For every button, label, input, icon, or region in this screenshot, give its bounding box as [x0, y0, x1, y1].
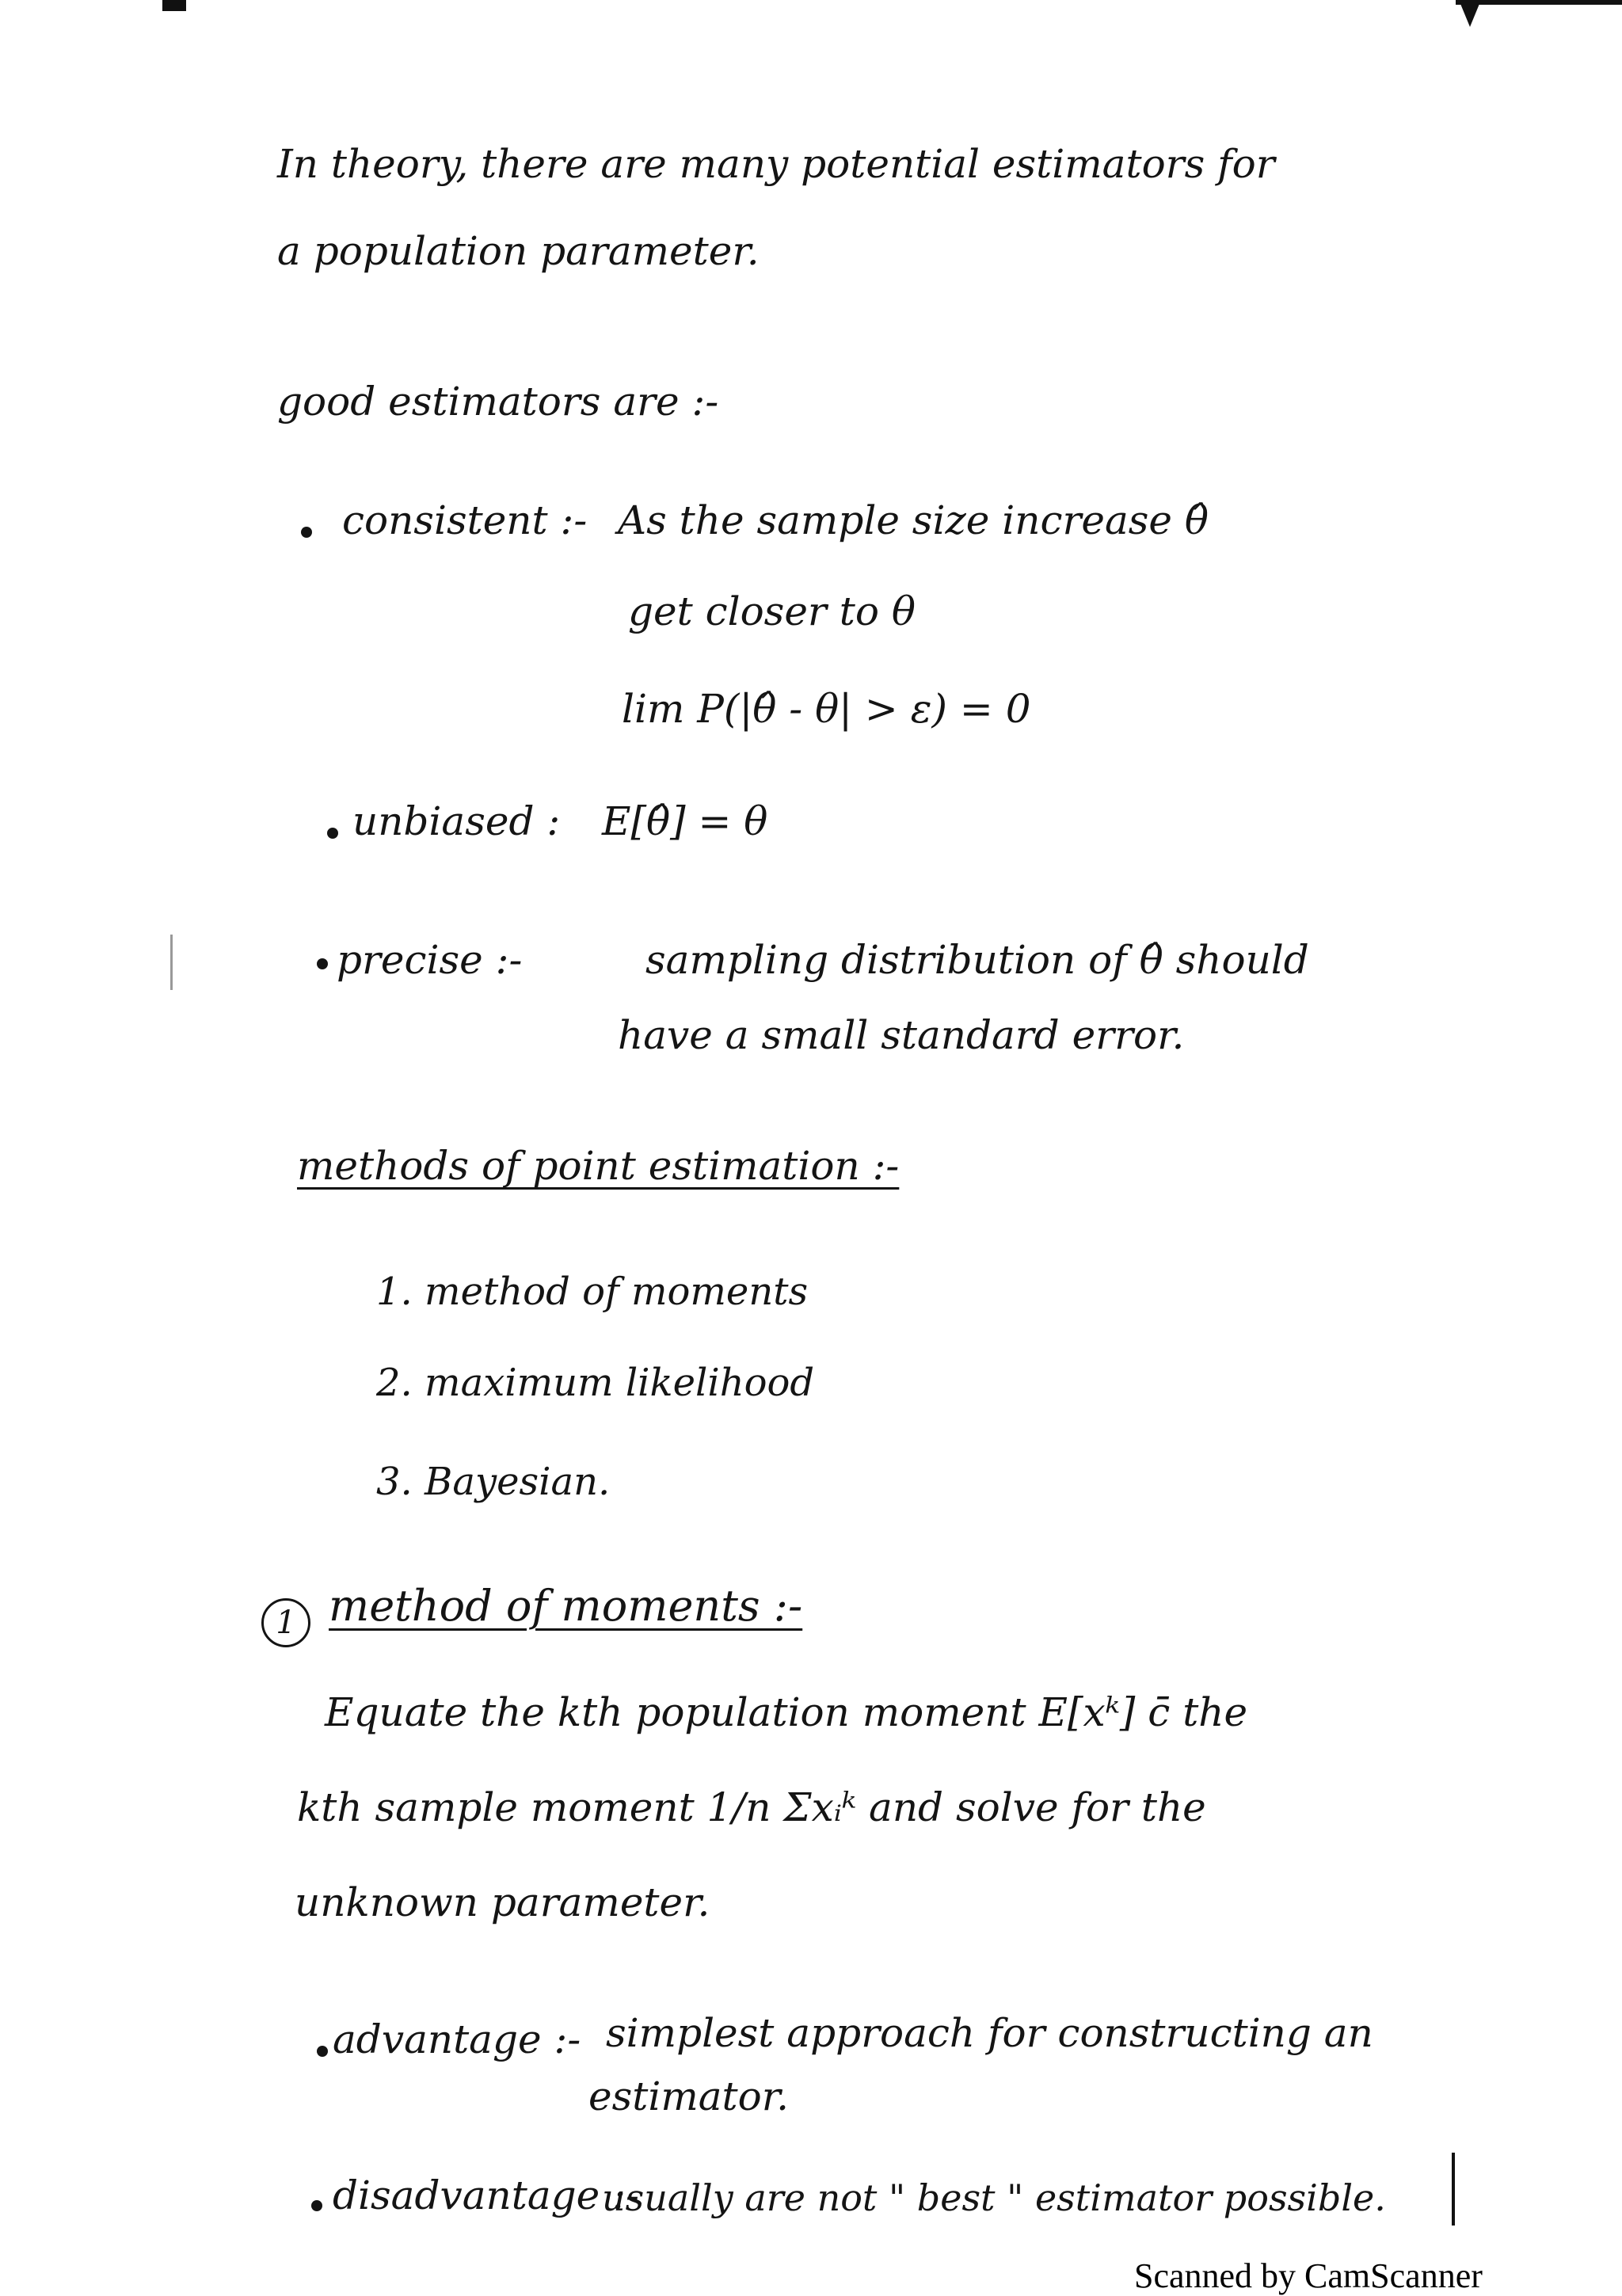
disadvantage-label: disadvantage :-	[333, 2172, 639, 2218]
precise-definition-line-2: have a small standard error.	[618, 1012, 1185, 1058]
consistent-label: consistent :-	[342, 497, 588, 543]
mom-definition-line-1: Equate the kth population moment E[xᵏ] c̄ the	[325, 1689, 1248, 1735]
bullet-dot	[301, 527, 312, 538]
mom-definition-line-2: kth sample moment 1/n Σxᵢᵏ and solve for the	[297, 1784, 1206, 1830]
advantage-label: advantage :-	[333, 2016, 581, 2062]
advantage-text-line-2: estimator.	[588, 2073, 790, 2119]
good-estimators-heading: good estimators are :-	[277, 379, 719, 425]
consistent-definition-line-1: As the sample size increase θ̂	[618, 497, 1209, 543]
bullet-dot	[317, 958, 328, 969]
unbiased-label: unbiased :	[352, 798, 561, 844]
bullet-dot	[327, 828, 338, 839]
methods-heading: methods of point estimation :-	[297, 1143, 900, 1189]
scan-corner-tip	[1459, 0, 1481, 27]
advantage-text-line-1: simplest approach for constructing an	[606, 2010, 1373, 2056]
consistent-limit-formula: lim P(|θ̂ - θ| > ε) = 0	[622, 686, 1031, 732]
bullet-dot	[311, 2200, 322, 2211]
right-margin-rule	[1452, 2153, 1455, 2226]
bullet-dot	[317, 2046, 328, 2057]
method-of-moments-heading: method of moments :-	[329, 1581, 803, 1631]
mom-definition-line-3: unknown parameter.	[295, 1879, 710, 1925]
scan-corner-mark-left	[162, 0, 186, 11]
scanner-watermark: Scanned by CamScanner	[1134, 2256, 1483, 2295]
section-number-circle: 1	[261, 1598, 310, 1647]
intro-line-1: In theory, there are many potential estimators for	[277, 141, 1275, 187]
margin-mark	[170, 935, 173, 990]
disadvantage-text: usually are not " best " estimator possible.	[602, 2176, 1386, 2219]
precise-definition-line-1: sampling distribution of θ̂ should	[645, 937, 1309, 983]
unbiased-formula: E[θ̂] = θ	[602, 798, 768, 844]
method-list-item: 1. method of moments	[376, 1270, 809, 1314]
method-list-item: 3. Bayesian.	[376, 1460, 611, 1504]
consistent-definition-line-2: get closer to θ	[628, 588, 916, 634]
method-list-item: 2. maximum likelihood	[376, 1361, 815, 1405]
precise-label: precise :-	[337, 937, 523, 983]
intro-line-2: a population parameter.	[277, 228, 760, 274]
